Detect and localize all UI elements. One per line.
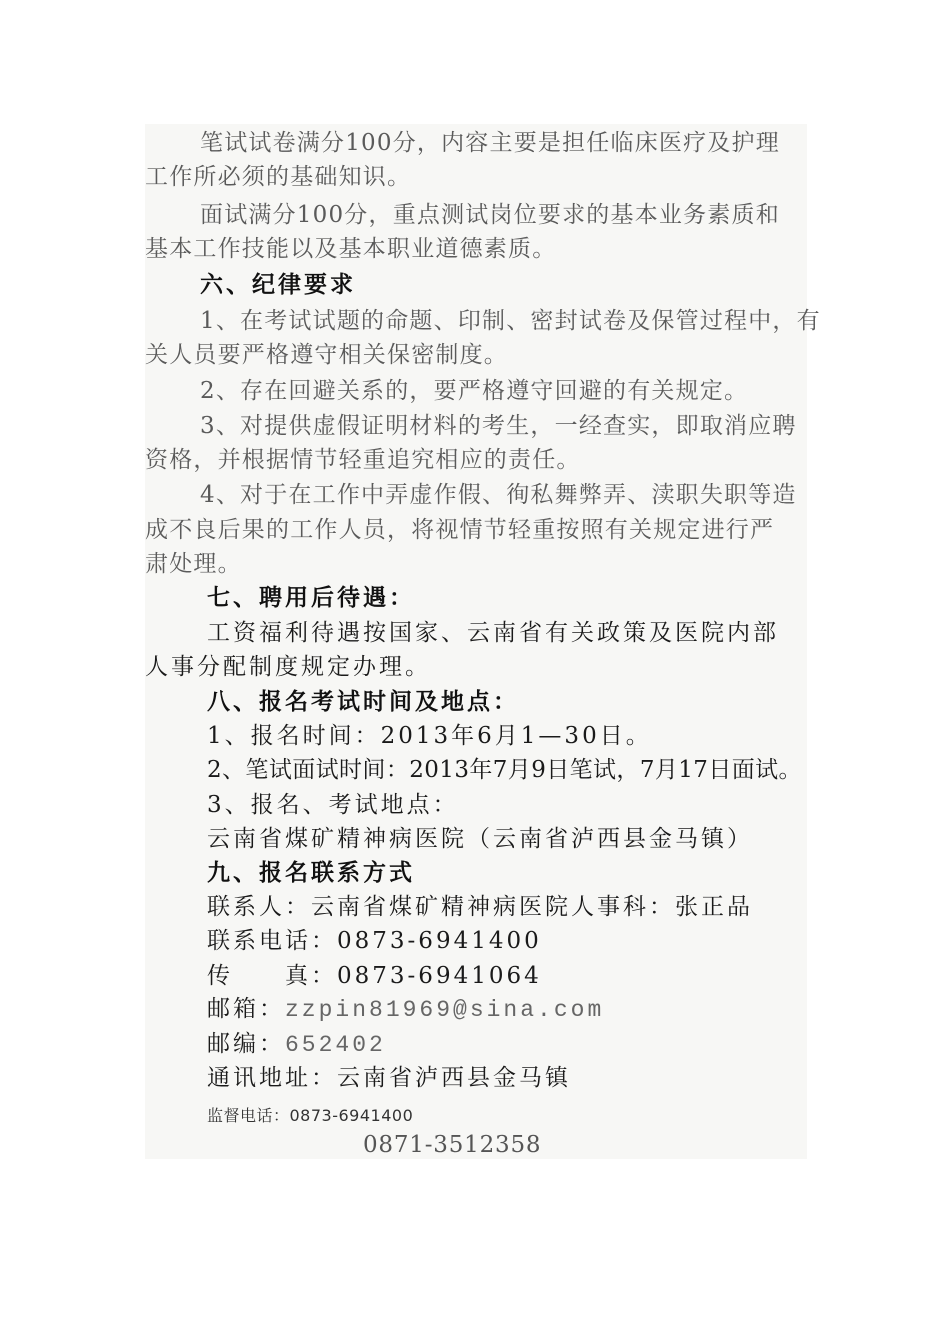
paragraph-line: 1、报名时间：2013年6月1—30日。 [207, 723, 652, 749]
section-heading-8: 八、报名考试时间及地点： [207, 688, 519, 715]
paragraph-line: 关人员要严格遵守相关保密制度。 [145, 342, 508, 368]
supervision-phone-alt: 0871-3512358 [363, 1132, 542, 1158]
paragraph-line: 基本工作技能以及基本职业道德素质。 [145, 236, 557, 262]
contact-postcode-row [207, 1027, 386, 1062]
postcode-label: 邮编： [207, 1031, 285, 1057]
section-heading-9: 九、报名联系方式 [207, 859, 415, 886]
paragraph-line: 成不良后果的工作人员，将视情节轻重按照有关规定进行严 [145, 517, 775, 543]
contact-fax: 传 真：0873-6941064 [207, 963, 542, 989]
paragraph-line: 工资福利待遇按国家、云南省有关政策及医院内部 [207, 620, 779, 646]
paragraph-line: 2、笔试面试时间：2013年7月9日笔试，7月17日面试。 [207, 757, 802, 783]
paragraph-line: 2、存在回避关系的，要严格遵守回避的有关规定。 [200, 378, 749, 404]
paragraph-line: 云南省煤矿精神病医院（云南省泸西县金马镇） [207, 826, 753, 852]
paragraph-line: 笔试试卷满分100分，内容主要是担任临床医疗及护理 [200, 130, 780, 156]
section-heading-7: 七、聘用后待遇： [207, 584, 415, 611]
postcode-value: 652402 [285, 1032, 386, 1058]
paragraph-line: 1、在考试试题的命题、印制、密封试卷及保管过程中，有 [200, 308, 821, 334]
paragraph-line: 资格，并根据情节轻重追究相应的责任。 [145, 447, 581, 473]
paragraph-line: 肃处理。 [145, 551, 242, 577]
section-heading-6: 六、纪律要求 [200, 271, 356, 298]
contact-email-row [207, 992, 604, 1027]
paragraph-line: 4、对于在工作中弄虚作假、徇私舞弊弄、渎职失职等造 [200, 482, 797, 508]
paragraph-line: 人事分配制度规定办理。 [145, 654, 431, 680]
email-label: 邮箱： [207, 996, 285, 1022]
email-value: zzpin81969@sina.com [285, 997, 605, 1023]
contact-address: 通讯地址：云南省泸西县金马镇 [207, 1065, 571, 1091]
contact-person: 联系人：云南省煤矿精神病医院人事科：张正品 [207, 894, 753, 920]
paragraph-line: 工作所必须的基础知识。 [145, 164, 412, 190]
paragraph-line: 面试满分100分，重点测试岗位要求的基本业务素质和 [200, 202, 780, 228]
paragraph-line: 3、报名、考试地点： [207, 792, 459, 818]
supervision-phone: 监督电话：0873-6941400 [207, 1106, 414, 1125]
paragraph-line: 3、对提供虚假证明材料的考生，一经查实，即取消应聘 [200, 413, 797, 439]
contact-phone: 联系电话：0873-6941400 [207, 928, 542, 954]
